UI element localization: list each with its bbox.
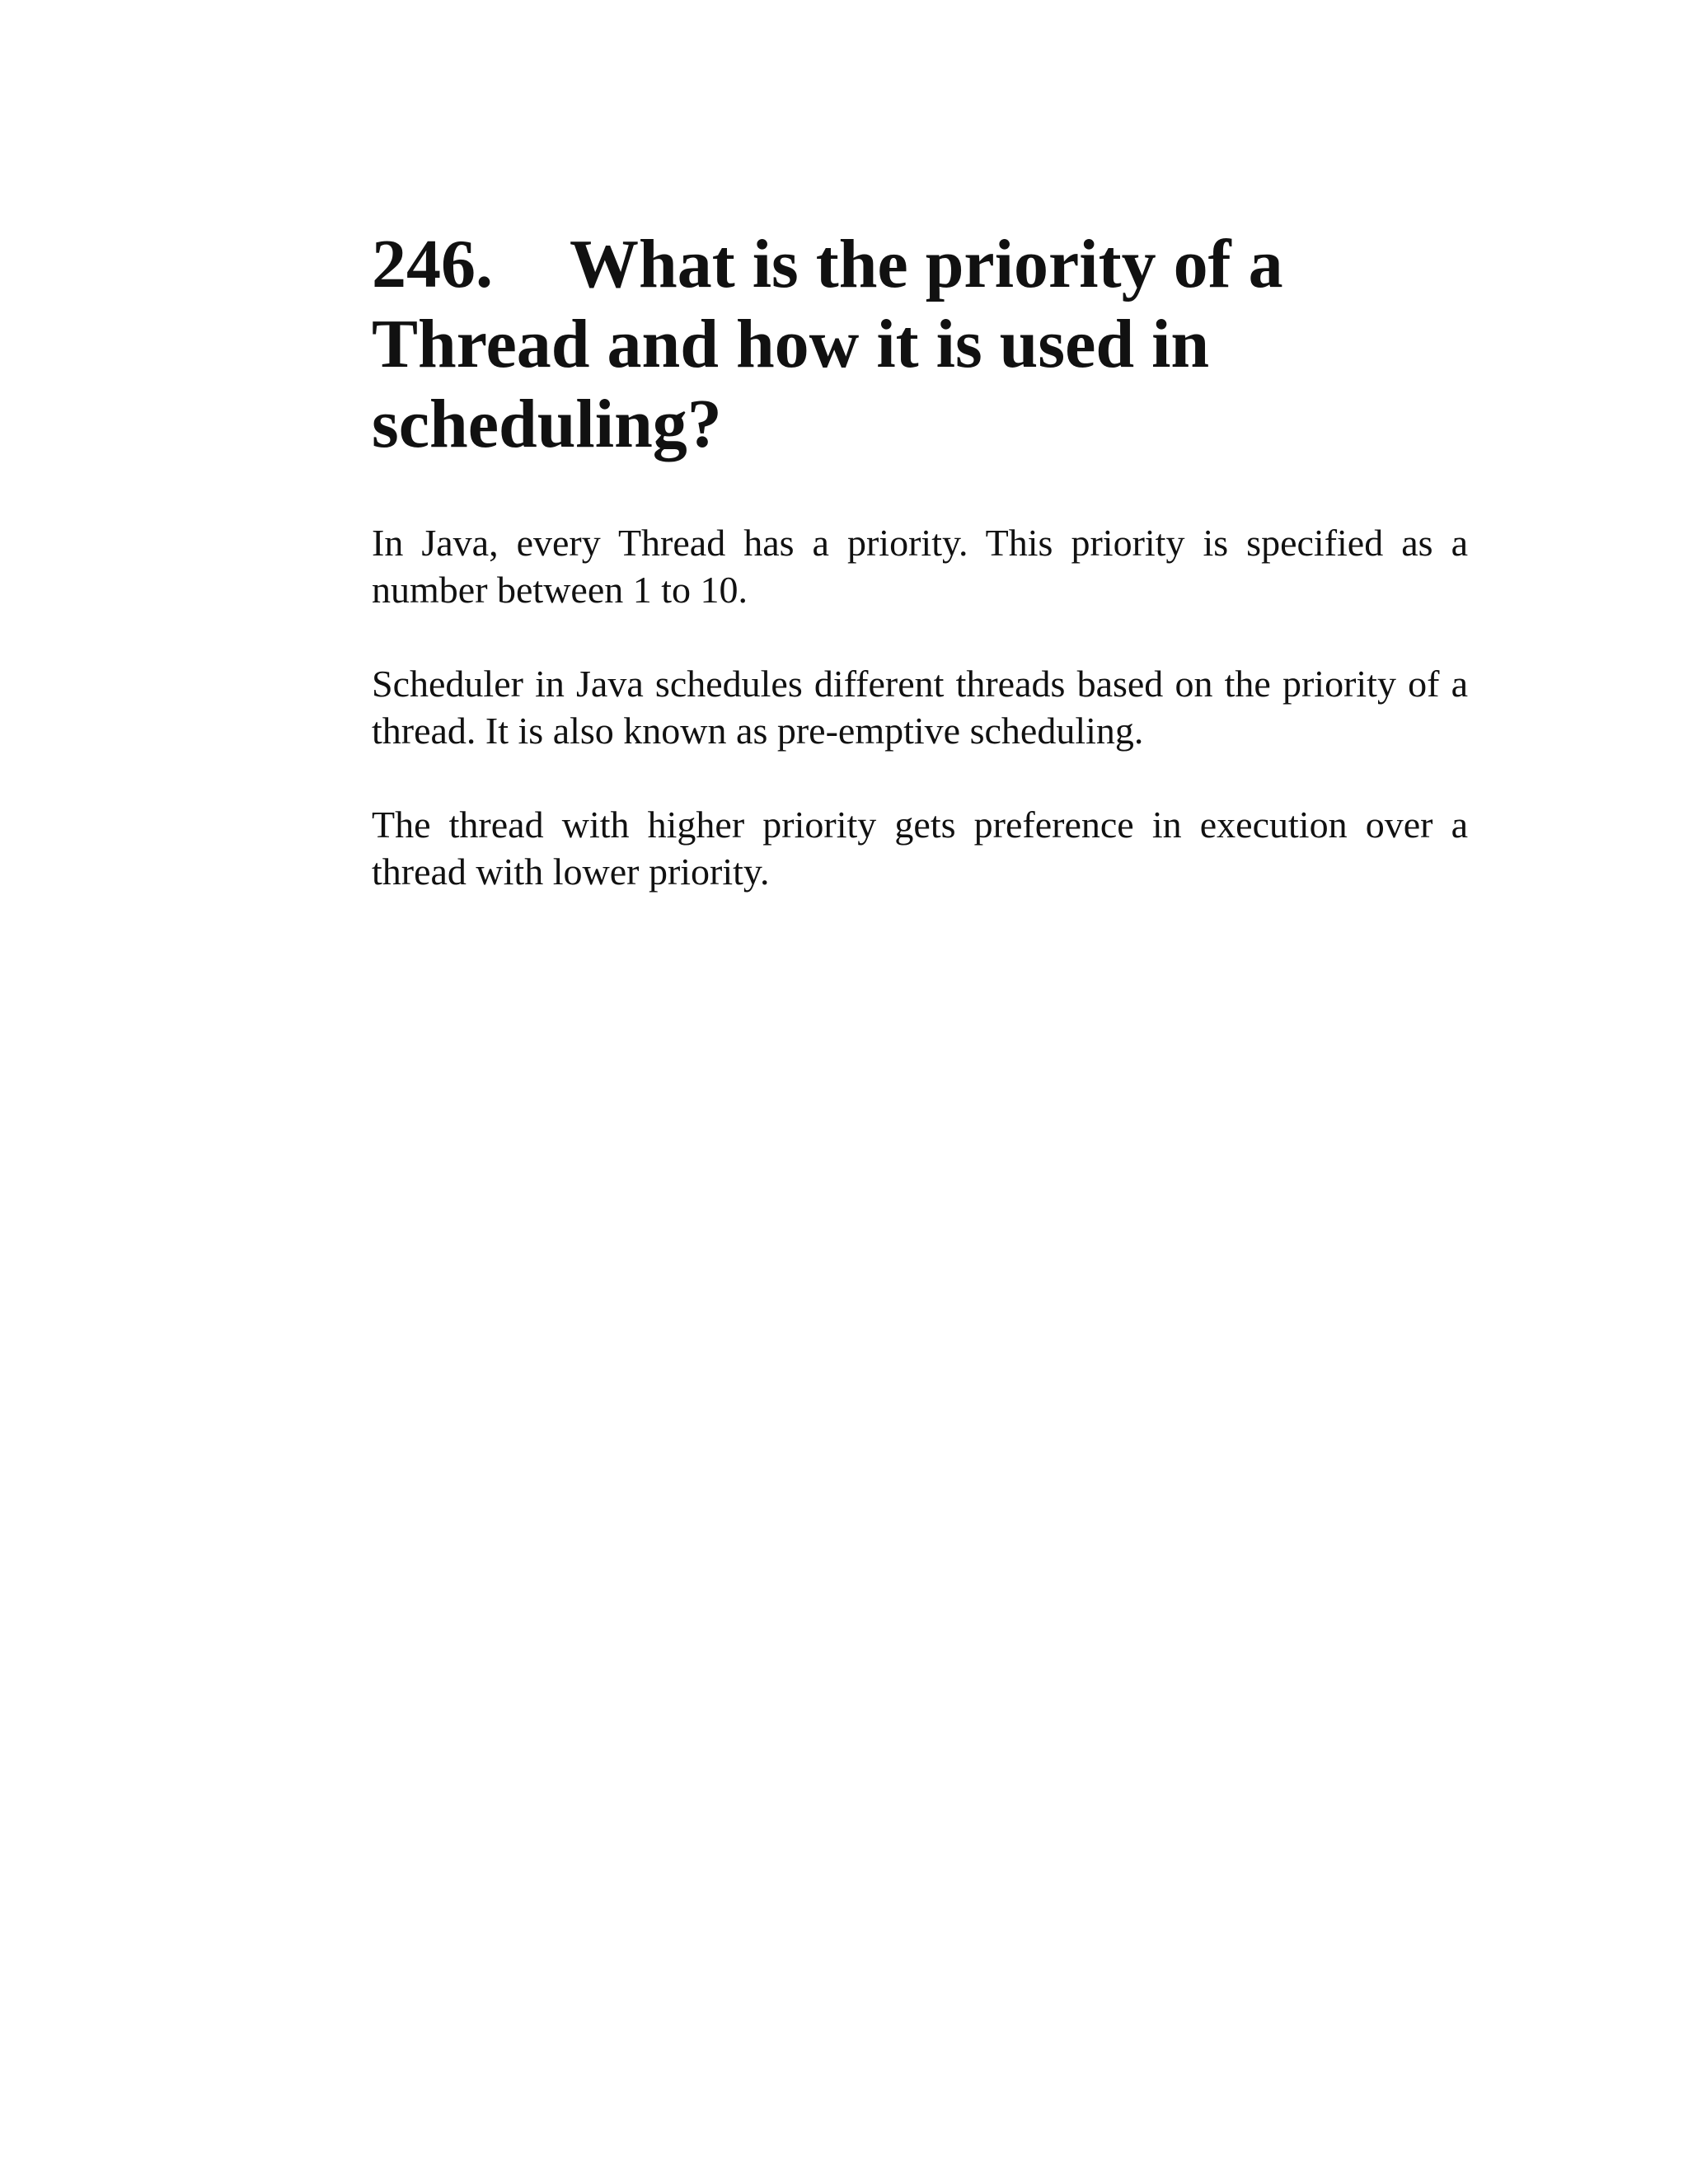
question-number: 246.: [372, 226, 493, 302]
content-block: [372, 224, 1468, 895]
question-heading: [372, 224, 1468, 464]
paragraph-2: Scheduler in Java schedules different threads based on the priority of a thread. It is also known as pre-emptive scheduling.: [372, 663, 1468, 752]
paragraph-3: The thread with higher priority gets preference in execution over a thread with lower priority.: [372, 804, 1468, 893]
question-title: What is the priority of a Thread and how it is used in scheduling?: [372, 226, 1283, 462]
paragraph-1: In Java, every Thread has a priority. This priority is specified as a number between 1 to 10.: [372, 522, 1468, 611]
